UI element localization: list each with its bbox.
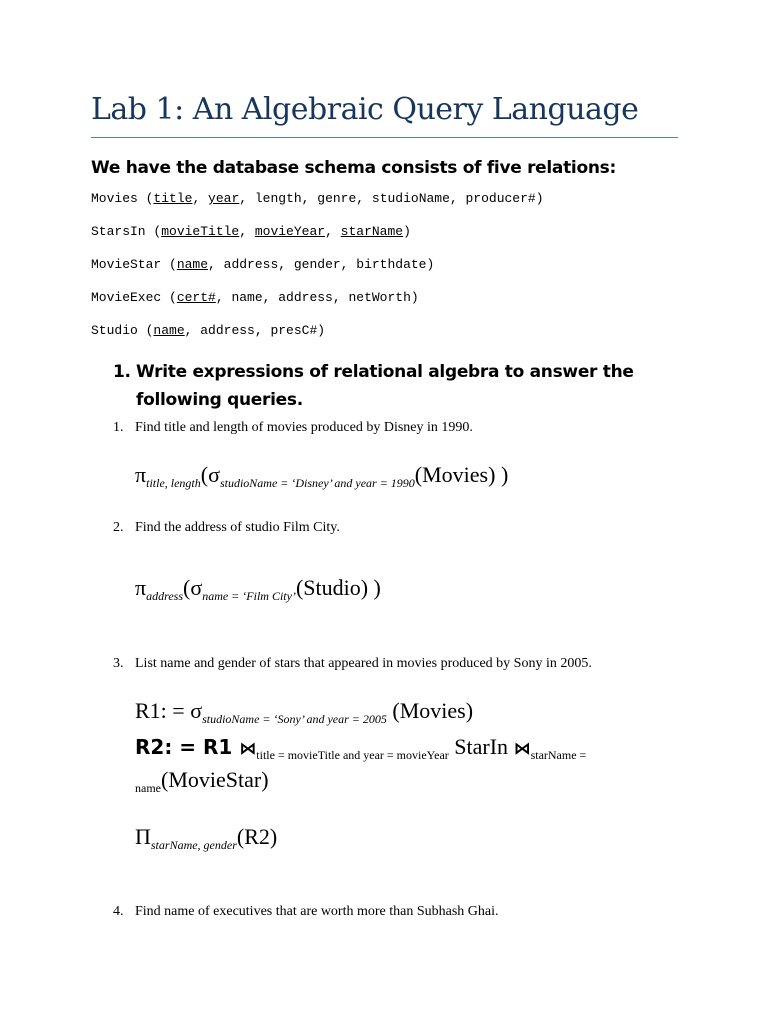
join-symbol: ⋈ [239,739,257,759]
page-title: Lab 1: An Algebraic Query Language [91,92,639,127]
expression-2: $\pi_{address}(\sigma_{name = ‘Film City’}(Studio)$ ) [135,575,381,603]
item-text: Find the address of studio Film City. [135,520,340,535]
query-item-3 [113,656,592,672]
selection-symbol: σ [190,575,203,600]
key-attribute: name [176,257,209,272]
relation-name: Studio [91,323,138,338]
attributes: , address, presC#) [184,323,326,338]
key-attribute: movieYear [254,224,326,239]
item-number: 2. [113,520,124,535]
relation-name: MovieExec [91,290,162,305]
schema-movies: Movies (title, year, length, genre, studioName, producer#) [91,191,544,206]
item-number: 4. [113,904,124,919]
expression-3-r2 [135,734,586,763]
schema-movieexec: MovieExec (cert#, name, address, netWorth) [91,290,419,305]
key-attribute: starName [340,224,404,239]
key-attribute: name [153,323,185,338]
projection-attrs: address [146,589,183,603]
item-text: Find name of executives that are worth more than Subhash Ghai. [135,904,499,919]
relation-name: Movies [91,191,138,206]
item-number: 1. [113,420,124,435]
relation-name: MovieStar [91,257,162,272]
item-text: Find title and length of movies produced by Disney in 1990. [135,420,473,435]
key-attribute: cert# [176,290,216,305]
join-symbol: ⋈ [513,739,531,759]
question-text: Write expressions of relational algebra to answer the following queries. [136,362,634,410]
selection-condition: name = ‘Film City’ [202,589,296,603]
query-item-2 [113,520,340,536]
relation-name: StarsIn [91,224,146,239]
selection-symbol: σ [208,462,220,487]
attributes: , address, gender, birthdate) [208,257,435,272]
item-number: 3. [113,656,124,671]
selection-condition: studioName = ‘Disney’ and year = 1990 [219,476,415,490]
relation-operand: (Movies) [386,698,474,723]
relation-operand: (R2) [236,824,278,849]
relation-operand: (Movies) ) [414,462,509,487]
title-underline [91,137,678,138]
relation-operand: StarIn [448,734,514,759]
projection-symbol: π [135,462,147,487]
schema-studio: Studio (name, address, presC#) [91,323,326,338]
projection-attrs: title, length [146,476,201,490]
attributes: , name, address, netWorth) [215,290,419,305]
query-item-1 [113,420,473,436]
query-item-4 [113,904,499,920]
key-attribute: movieTitle [161,224,240,239]
projection-symbol: Π [135,824,151,849]
item-text: List name and gender of stars that appeared in movies produced by Sony in 2005. [135,656,592,671]
attributes: , length, genre, studioName, producer#) [239,191,544,206]
join-condition: title = movieTitle and year = movieYear [256,748,449,762]
relation-operand: (MovieStar) [161,767,269,792]
join-condition: starName = [530,748,587,762]
r2-assignment: R2: = R1 [135,735,240,759]
question-number: 1. [113,362,131,382]
projection-symbol: π [135,575,147,600]
expression-3-r1 [135,698,473,727]
key-attribute: title [153,191,193,206]
projection-attrs: starName, gender [150,838,237,852]
schema-heading: We have the database schema consists of five relations: [91,158,616,178]
schema-moviestar: MovieStar (name, address, gender, birthdate) [91,257,435,272]
join-condition: name [135,781,161,795]
selection-condition: studioName = ‘Sony’ and year = 2005 [202,712,387,726]
expression-3-final [135,824,277,853]
expression-1: $\pi_{title, length}(\sigma_{studioName = ‘Disney’ and year = 1990}(Movies)$ ) [135,462,509,490]
schema-starsin: StarsIn (movieTitle, movieYear, starName) [91,224,411,239]
key-attribute: year [208,191,240,206]
relation-operand: (Studio) ) [295,575,381,600]
expression-3-r2-cont [135,767,269,796]
r1-assignment: R1: = σ [135,698,203,723]
